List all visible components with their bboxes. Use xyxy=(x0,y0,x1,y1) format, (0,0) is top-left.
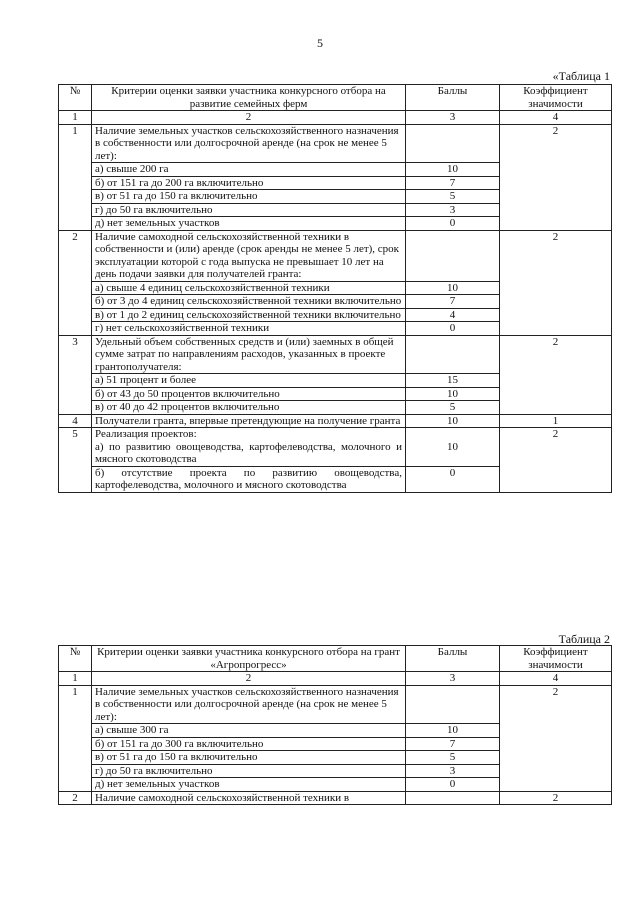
table1-caption: «Таблица 1 xyxy=(552,69,610,83)
col-number: 3 xyxy=(406,111,500,125)
criterion-option: г) до 50 га включительно xyxy=(92,764,406,778)
criterion-option: б) от 43 до 50 процентов включительно xyxy=(92,387,406,401)
table-row xyxy=(59,335,612,374)
points-value: 0 xyxy=(406,322,500,336)
criterion-title: Наличие самоходной сельскохозяйственной техники в xyxy=(92,791,406,805)
criterion-option: в) от 1 до 2 единиц сельскохозяйственной техники включительно xyxy=(92,308,406,322)
row-number: 4 xyxy=(59,414,92,428)
table2-column-numbers xyxy=(59,672,612,686)
coef-value: 2 xyxy=(500,428,612,493)
col-number: 3 xyxy=(406,672,500,686)
points-value: 5 xyxy=(406,751,500,765)
col-number: 2 xyxy=(92,672,406,686)
header-no: № xyxy=(59,85,92,111)
criterion-option: г) нет сельскохозяйственной техники xyxy=(92,322,406,336)
criterion-option: в) от 40 до 42 процентов включительно xyxy=(92,401,406,415)
table2-caption: Таблица 2 xyxy=(558,632,610,646)
criterion-option: а) 51 процент и более xyxy=(92,374,406,388)
coef-value: 1 xyxy=(500,414,612,428)
table1-column-numbers xyxy=(59,111,612,125)
points-value: 10 xyxy=(406,414,500,428)
criterion-option: а) свыше 4 единиц сельскохозяйственной техники xyxy=(92,281,406,295)
points-value: 7 xyxy=(406,295,500,309)
row-number: 1 xyxy=(59,685,92,791)
col-number: 1 xyxy=(59,672,92,686)
header-coef: Коэффициент значимости xyxy=(500,85,612,111)
header-no: № xyxy=(59,646,92,672)
points-value: 10 xyxy=(406,281,500,295)
points-value: 4 xyxy=(406,308,500,322)
table-row xyxy=(59,791,612,805)
row-number: 5 xyxy=(59,428,92,493)
table-row xyxy=(59,414,612,428)
criterion-option: а) свыше 200 га xyxy=(92,163,406,177)
col-number: 2 xyxy=(92,111,406,125)
header-criterion: Критерии оценки заявки участника конкурсного отбора на грант «Агропрогресс» xyxy=(92,646,406,672)
coef-value: 2 xyxy=(500,124,612,230)
criterion-title: Наличие земельных участков сельскохозяйственного назначения в собственности или долгосрочной аренде (на срок не менее 5 лет): xyxy=(92,685,406,724)
criterion-option: б) от 3 до 4 единиц сельскохозяйственной техники включительно xyxy=(92,295,406,309)
coef-value: 2 xyxy=(500,335,612,414)
table-row xyxy=(59,124,612,163)
criterion-option xyxy=(92,428,406,467)
row-number: 2 xyxy=(59,791,92,805)
criterion-option: б) от 151 га до 300 га включительно xyxy=(92,737,406,751)
header-points: Баллы xyxy=(406,646,500,672)
points-value: 10 xyxy=(406,163,500,177)
header-coef: Коэффициент значимости xyxy=(500,646,612,672)
col-number: 4 xyxy=(500,672,612,686)
points-value: 5 xyxy=(406,190,500,204)
points-value: 5 xyxy=(406,401,500,415)
table1-criteria xyxy=(58,84,612,493)
points-value: 0 xyxy=(406,778,500,792)
col-number: 1 xyxy=(59,111,92,125)
col-number: 4 xyxy=(500,111,612,125)
table2-header-row xyxy=(59,646,612,672)
page-number: 5 xyxy=(317,36,323,50)
criterion-title: Удельный объем собственных средств и (или) заемных в общей сумме затрат по направлениям расходов, указанных в проекте грантополучателя: xyxy=(92,335,406,374)
criterion-title: Реализация проектов: xyxy=(95,428,197,440)
coef-value: 2 xyxy=(500,791,612,805)
points-value: 7 xyxy=(406,176,500,190)
criterion-option: д) нет земельных участков xyxy=(92,778,406,792)
criterion-option: в) от 51 га до 150 га включительно xyxy=(92,190,406,204)
row-number: 2 xyxy=(59,230,92,335)
criterion-option: б) от 151 га до 200 га включительно xyxy=(92,176,406,190)
criterion-title: Наличие земельных участков сельскохозяйственного назначения в собственности или долгосрочной аренде (на срок не менее 5 лет): xyxy=(92,124,406,163)
points-value: 3 xyxy=(406,764,500,778)
points-value: 10 xyxy=(406,387,500,401)
header-points: Баллы xyxy=(406,85,500,111)
criterion-option: д) нет земельных участков xyxy=(92,217,406,231)
criterion-option: а) свыше 300 га xyxy=(92,724,406,738)
table-row xyxy=(59,230,612,281)
criterion-option: г) до 50 га включительно xyxy=(92,203,406,217)
table1-header-row xyxy=(59,85,612,111)
row-number: 1 xyxy=(59,124,92,230)
criterion-option-text: а) по развитию овощеводства, картофелеводства, молочного и мясного скотоводства xyxy=(95,440,402,465)
points-value: 15 xyxy=(406,374,500,388)
criterion-title: Наличие самоходной сельскохозяйственной техники в собственности и (или) аренде (срок аренды не менее 5 лет), срок эксплуатации которой с года выпуска не превышает 10 лет на день подачи заявки для получателей гранта: xyxy=(92,230,406,281)
points-value: 0 xyxy=(406,466,500,492)
points-value: 0 xyxy=(406,217,500,231)
header-criterion: Критерии оценки заявки участника конкурсного отбора на развитие семейных ферм xyxy=(92,85,406,111)
coef-value: 2 xyxy=(500,685,612,791)
points-value: 3 xyxy=(406,203,500,217)
criterion-option: в) от 51 га до 150 га включительно xyxy=(92,751,406,765)
criterion-text: Получатели гранта, впервые претендующие на получение гранта xyxy=(92,414,406,428)
points-value: 10 xyxy=(406,428,500,467)
criterion-option: б) отсутствие проекта по развитию овощеводства, картофелеводства, молочного и мясного скотоводства xyxy=(92,466,406,492)
row-number: 3 xyxy=(59,335,92,414)
points-value: 7 xyxy=(406,737,500,751)
table-row xyxy=(59,685,612,724)
table-row xyxy=(59,428,612,467)
points-value: 10 xyxy=(406,724,500,738)
table2-criteria xyxy=(58,645,612,805)
coef-value: 2 xyxy=(500,230,612,335)
